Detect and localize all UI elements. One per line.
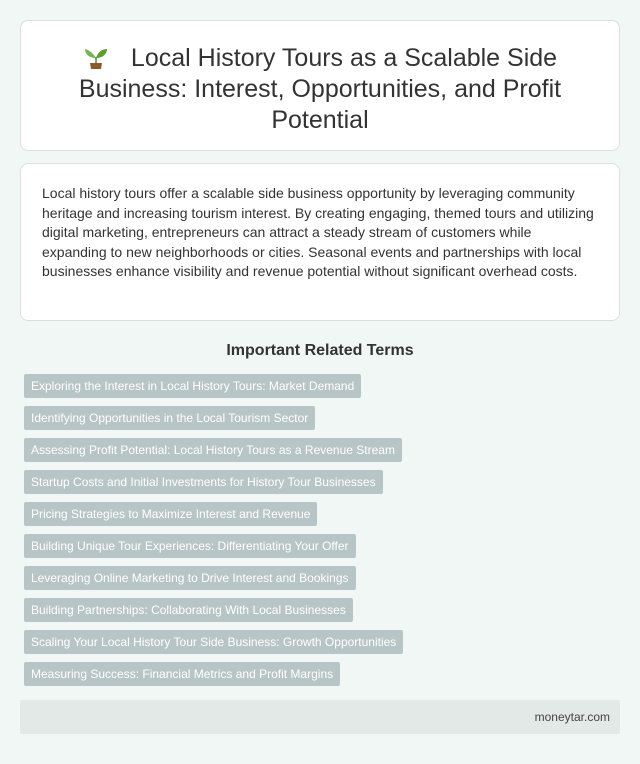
related-terms-heading: Important Related Terms [226, 342, 414, 359]
related-term-item [24, 470, 620, 494]
related-term-chip[interactable]: Measuring Success: Financial Metrics and Profit Margins [24, 662, 340, 686]
related-term-item [24, 662, 620, 686]
page-title [51, 43, 589, 136]
footer-site-name[interactable]: moneytar.com [534, 710, 610, 724]
related-term-item [24, 630, 620, 654]
summary-card [20, 163, 620, 321]
related-term-chip[interactable]: Startup Costs and Initial Investments for History Tour Businesses [24, 470, 383, 494]
related-term-chip[interactable]: Exploring the Interest in Local History Tours: Market Demand [24, 374, 361, 398]
related-term-chip[interactable]: Identifying Opportunities in the Local Tourism Sector [24, 406, 315, 430]
related-term-item [24, 566, 620, 590]
related-term-item [24, 406, 620, 430]
related-term-item [24, 598, 620, 622]
related-term-item [24, 374, 620, 398]
related-term-chip[interactable]: Pricing Strategies to Maximize Interest and Revenue [24, 502, 317, 526]
related-term-chip[interactable]: Leveraging Online Marketing to Drive Interest and Bookings [24, 566, 356, 590]
page-title-text: Local History Tours as a Scalable Side Business: Interest, Opportunities, and Profit Potential [78, 44, 562, 134]
related-terms-list [24, 374, 620, 694]
summary-text: Local history tours offer a scalable side business opportunity by leveraging community heritage and increasing tourism interest. By creating engaging, themed tours and utilizing digital marketing, entrepreneurs can attract a steady stream of customers while expanding to new neighborhoods or cities. Seasonal events and partnerships with local businesses enhance visibility and revenue potential without significant overhead costs. [42, 185, 594, 279]
related-term-chip[interactable]: Building Partnerships: Collaborating With Local Businesses [24, 598, 353, 622]
footer [20, 700, 620, 734]
related-term-chip[interactable]: Scaling Your Local History Tour Side Business: Growth Opportunities [24, 630, 403, 654]
seedling-icon [83, 45, 109, 69]
related-term-chip[interactable]: Building Unique Tour Experiences: Differentiating Your Offer [24, 534, 356, 558]
related-term-item [24, 502, 620, 526]
title-card [20, 20, 620, 151]
related-term-item [24, 438, 620, 462]
related-term-item [24, 534, 620, 558]
related-term-chip[interactable]: Assessing Profit Potential: Local History Tours as a Revenue Stream [24, 438, 402, 462]
